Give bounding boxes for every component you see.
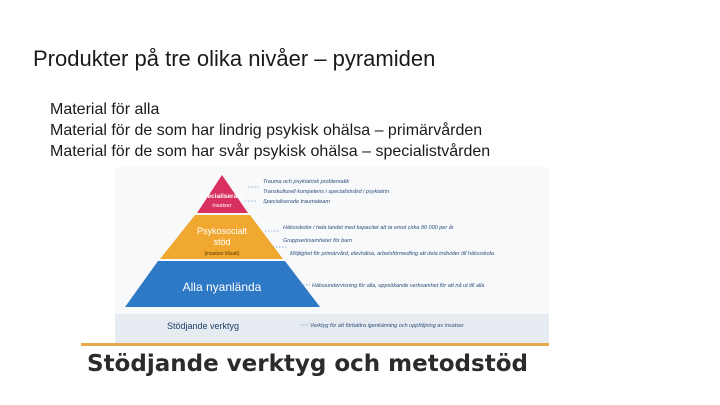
middle-tier-label: Psykosocialt <box>196 226 248 236</box>
middle-tier-sublabel: (insatser tillsatt) <box>204 251 240 257</box>
slide-title: Produkter på tre olika nivåer – pyramiden <box>33 46 436 71</box>
bullet-item: Material för alla <box>50 101 160 118</box>
top-tier-label: Specialiserade <box>199 193 245 200</box>
figure-caption: Stödjande verktyg och metodstöd <box>87 351 528 377</box>
note-footer-1: Verktyg för att förbättra igenkänning och uppföljning av insatser <box>310 323 464 329</box>
middle-tier-label-2: stöd <box>213 237 231 247</box>
bullet-list <box>50 99 490 162</box>
top-tier-sublabel: insatser <box>212 203 232 209</box>
note-top-3: Specialiserade traumateam <box>263 199 330 205</box>
note-middle-3: Möjlighet för primärvård, elevhälsa, arbetsförmedling att dela individer till hälsoskola <box>290 251 494 257</box>
note-middle-1: Hälsoskolor i hela landet med kapacitet att ta emot cirka 90 000 per år <box>283 225 454 231</box>
base-tier-label: Alla nyanlända <box>182 280 262 294</box>
note-top-2: Transkulturell kompetens i specialistvård i psykiatrin <box>263 189 390 195</box>
pyramid-figure <box>115 167 549 345</box>
pyramid-diagram <box>115 167 549 345</box>
note-top-1: Trauma och psykiatrisk problematik <box>263 179 350 185</box>
caption-divider <box>81 343 549 346</box>
note-middle-2: Gruppverksamheter för barn <box>283 238 353 244</box>
footer-label: Stödjande verktyg <box>167 321 240 331</box>
bullet-item: Material för de som har svår psykisk ohälsa – specialistvården <box>50 143 491 160</box>
bullet-item: Material för de som har lindrig psykisk ohälsa – primärvården <box>50 122 483 139</box>
note-base-1: Hälsoundervisning för alla, uppsökande verksamhet för att nå ut till alla <box>312 283 485 289</box>
